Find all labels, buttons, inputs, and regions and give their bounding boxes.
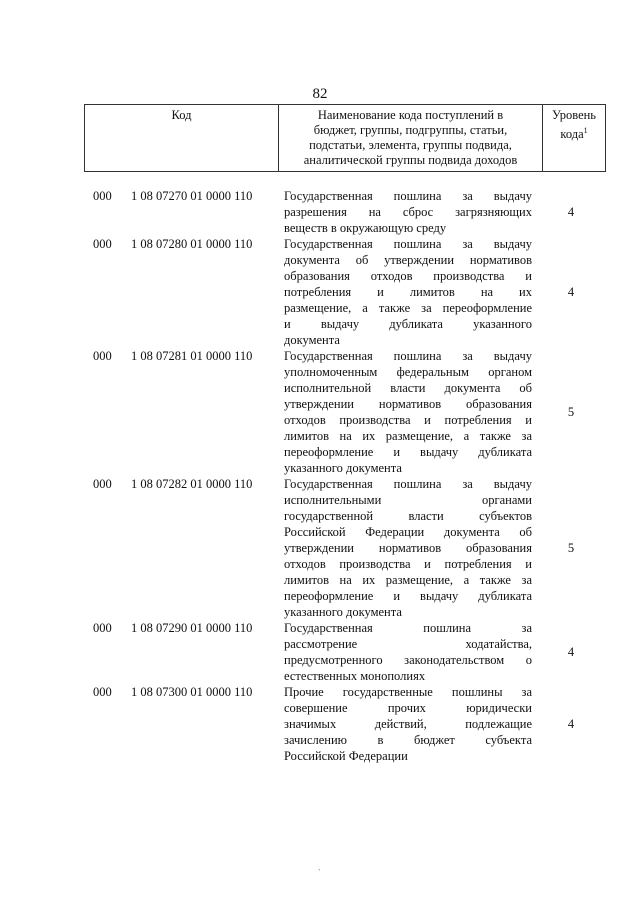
revenue-name-line: веществ в окружающую среду [284, 221, 447, 235]
revenue-name [284, 236, 532, 348]
revenue-code: 1 08 07300 01 0000 110 [131, 685, 253, 699]
admin-code: 000 [93, 685, 112, 699]
revenue-code: 1 08 07280 01 0000 110 [131, 237, 253, 251]
revenue-name-line: документа [284, 333, 340, 347]
revenue-name [284, 684, 532, 764]
header-level-line [545, 123, 603, 142]
revenue-name-line: совершение прочих юридически [284, 701, 532, 715]
code-level: 4 [567, 285, 575, 299]
revenue-name-line: образования отходов производства и [284, 269, 532, 283]
revenue-name-line: уполномоченным федеральным органом [284, 365, 532, 379]
admin-code: 000 [93, 189, 112, 203]
admin-code: 000 [93, 349, 112, 363]
revenue-name-line: потребления и лимитов на их [284, 285, 532, 299]
revenue-name-line: размещение, а также за переоформление [284, 301, 532, 315]
revenue-name-line: отходов производства и потребления и [284, 557, 532, 571]
table-row [0, 236, 640, 348]
revenue-name-line: Государственная пошлина за выдачу [284, 477, 532, 491]
revenue-name-line: утверждении нормативов образования [284, 397, 532, 411]
table-row [0, 476, 640, 620]
revenue-name-line: государственной власти субъектов [284, 509, 532, 523]
revenue-name [284, 620, 532, 684]
revenue-name-line: документа об утверждении нормативов [284, 253, 532, 267]
revenue-name-line: Государственная пошлина за выдачу [284, 189, 532, 203]
revenue-name [284, 188, 532, 236]
header-level-word: кода [560, 127, 584, 142]
revenue-name-line: и выдачу дубликата указанного [284, 317, 532, 331]
revenue-name [284, 348, 532, 476]
revenue-name-line: исполнительными органами [284, 493, 532, 507]
revenue-code: 1 08 07290 01 0000 110 [131, 621, 253, 635]
header-name-line: бюджет, группы, подгруппы, статьи, [313, 123, 508, 137]
revenue-name-line: зачислению в бюджет субъекта [284, 733, 532, 747]
admin-code: 000 [93, 477, 112, 491]
revenue-name-line: утверждении нормативов образования [284, 541, 532, 555]
revenue-name-line: Прочие государственные пошлины за [284, 685, 532, 699]
revenue-name-line: предусмотренного законодательством о [284, 653, 532, 667]
revenue-name-line: Российской Федерации документа об [284, 525, 532, 539]
revenue-name-line: Государственная пошлина за выдачу [284, 349, 532, 363]
revenue-name-line: лимитов на их размещение, а также за [284, 429, 532, 443]
revenue-name-line: лимитов на их размещение, а также за [284, 573, 532, 587]
revenue-name-line: разрешения на сброс загрязняющих [284, 205, 532, 219]
table-row [0, 684, 640, 764]
revenue-name-line: Российской Федерации [284, 749, 408, 763]
revenue-name-line: значимых действий, подлежащие [284, 717, 532, 731]
page-number: 82 [312, 86, 328, 102]
table-row [0, 620, 640, 684]
revenue-name-line: рассмотрение ходатайства, [284, 637, 532, 651]
revenue-code: 1 08 07270 01 0000 110 [131, 189, 253, 203]
header-level-line: Уровень [551, 108, 597, 122]
table-header [84, 104, 606, 172]
revenue-code: 1 08 07281 01 0000 110 [131, 349, 253, 363]
code-level: 4 [567, 717, 575, 731]
admin-code: 000 [93, 621, 112, 635]
revenue-name-line: исполнительной власти документа об [284, 381, 532, 395]
revenue-name-line: отходов производства и потребления и [284, 413, 532, 427]
code-level: 5 [567, 405, 575, 419]
revenue-name-line: Государственная пошлина за выдачу [284, 237, 532, 251]
revenue-name-line: Государственная пошлина за [284, 621, 532, 635]
revenue-name-line: переоформление и выдачу дубликата [284, 445, 532, 459]
header-name-line: Наименование кода поступлений в [317, 108, 504, 122]
table-row [0, 188, 640, 236]
admin-code: 000 [93, 237, 112, 251]
revenue-name-line: указанного документа [284, 605, 402, 619]
code-level: 4 [567, 205, 575, 219]
table-row [0, 348, 640, 476]
revenue-name-line: естественных монополиях [284, 669, 426, 683]
revenue-code: 1 08 07282 01 0000 110 [131, 477, 253, 491]
revenue-name [284, 476, 532, 620]
revenue-name-line: указанного документа [284, 461, 402, 475]
header-name-line: аналитической группы подвида доходов [303, 153, 518, 167]
footnote-mark: 1 [583, 126, 588, 135]
code-level: 5 [567, 541, 575, 555]
scan-speck: ` [318, 868, 321, 877]
table-body [0, 188, 640, 764]
header-name [278, 105, 542, 171]
header-code: Код [84, 105, 278, 171]
header-name-line: подстатьи, элемента, группы подвида, [309, 138, 512, 152]
header-level [542, 105, 606, 171]
code-level: 4 [567, 645, 575, 659]
revenue-name-line: переоформление и выдачу дубликата [284, 589, 532, 603]
